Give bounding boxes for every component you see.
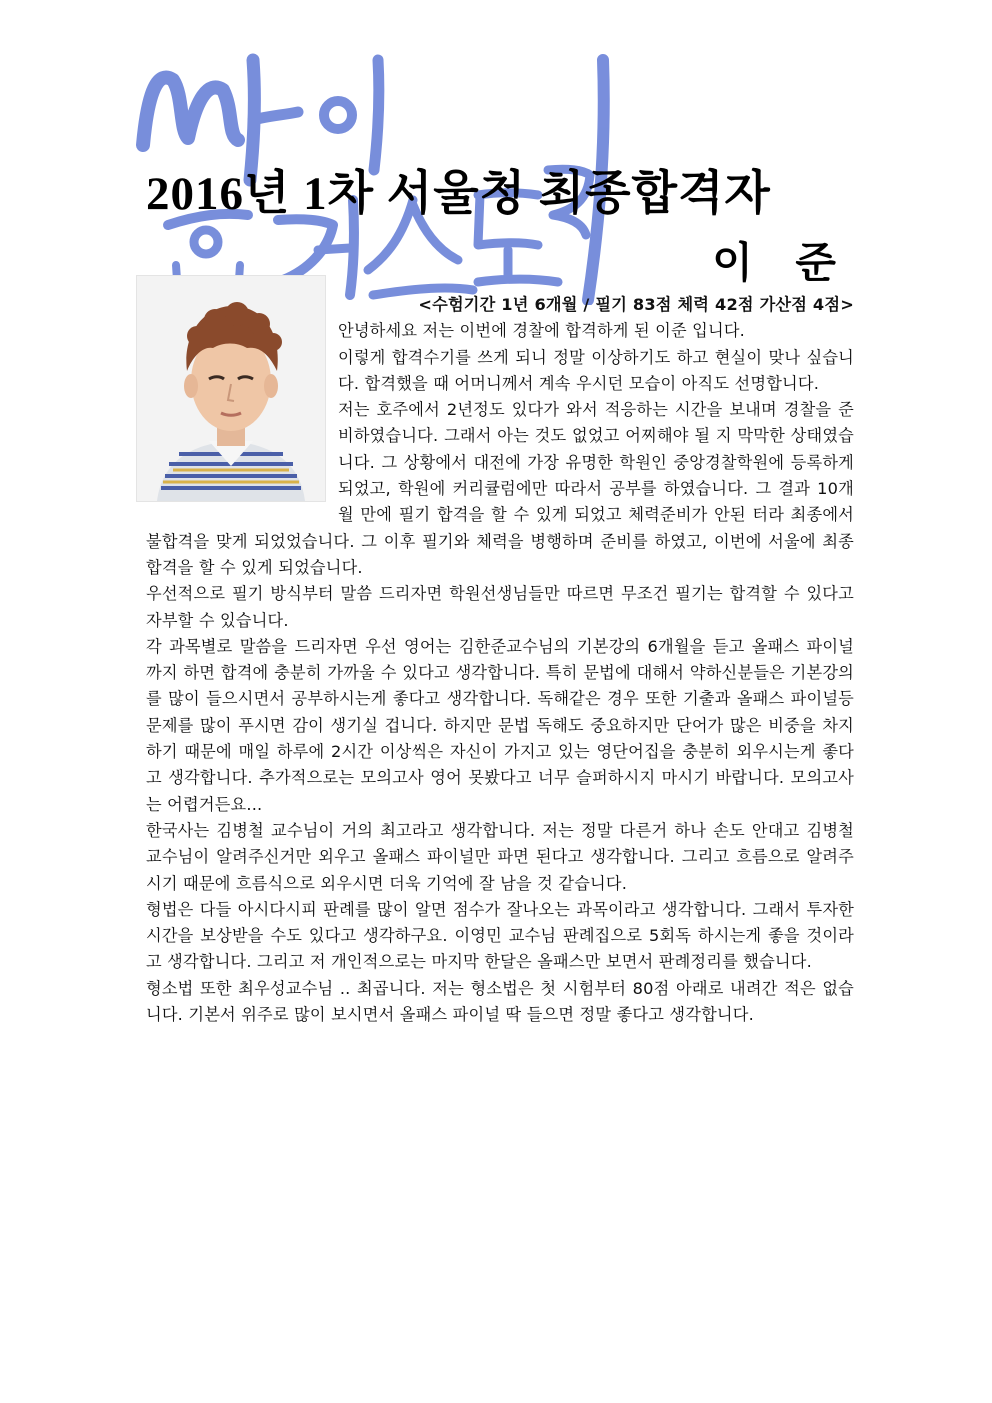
paragraph: 한국사는 김병철 교수님이 거의 최고라고 생각합니다. 저는 정말 다른거 하나 손도 안대고 김병철 교수님이 알려주신거만 외우고 올패스 파이널만 파면 된다고 생각합니다. 그리고 흐름으로 알려주시기 때문에 흐름식으로 외우시면 더욱 기억에 잘 남을 것 같습니다.: [146, 820, 854, 893]
paragraph: 각 과목별로 말씀을 드리자면 우선 영어는 김한준교수님의 기본강의 6개월을 듣고 올패스 파이널 까지 하면 합격에 충분히 가까울 수 있다고 생각합니다. 특히 문법에 대해서 약하신분들은 기본강의를 많이 들으시면서 공부하시는게 좋다고 생각합니다. 독해같은 경우 또한 기출과 올패스 파이널등 문제를 많이 푸시면 감이 생기실 겁니다. 하지만 문법 독해도 중요하지만 단어가 많은 비중을 차지하기 때문에 매일 하루에 2시간 이상씩은 자신이 가지고 있는 영단어집을 충분히 외우시는게 좋다고 생각합니다. 추가적으로는 모의고사 영어 못봤다고 너무 슬퍼하시지 마시기 바랍니다. 모의고사는 어렵거든요...: [146, 636, 854, 814]
page-title: 2016년 1차 서울청 최종합격자: [146, 168, 771, 220]
author-name: 이 준: [712, 238, 850, 287]
exam-info: <수험기간 1년 6개월 / 필기 83점 체력 42점 가산점 4점>: [418, 295, 854, 314]
article-body: [146, 292, 854, 1028]
photo-wrap-spacer: [146, 275, 338, 515]
paragraph: 우선적으로 필기 방식부터 말씀 드리자면 학원선생님들만 따르면 무조건 필기는 합격할 수 있다고 자부할 수 있습니다.: [146, 584, 854, 630]
paragraph: 안녕하세요 저는 이번에 경찰에 합격하게 된 이준 입니다.: [338, 321, 746, 341]
paragraph: 이렇게 합격수기를 쓰게 되니 정말 이상하기도 하고 현실이 맞나 싶습니다. 합격했을 때 어머니께서 계속 우시던 모습이 아직도 선명합니다.: [338, 347, 854, 393]
paragraph: 저는 호주에서 2년정도 있다가 와서 적응하는 시간을 보내며 경찰을 준비하였습니다. 그래서 아는 것도 없었고 어찌해야 될 지 막막한 상태였습니다. 그 상황에서 대전에 가장 유명한 학원인 중앙경찰학원에 등록하게 되었고, 학원에 커리큘럼에만 따라서 공부를 하였습니다. 그 결과 10개월 만에 필기 합격을 할 수 있게 되었고 체력준비가 안된 터라 최종에서 불합격을 맞게 되었었습니다. 그 이후 필기와 체력을 병행하며 준비를 하였고, 이번에 서울에 최종 합격을 할 수 있게 되었습니다.: [146, 400, 854, 577]
paragraph: 형법은 다들 아시다시피 판례를 많이 알면 점수가 잘나오는 과목이라고 생각합니다. 그래서 투자한 시간을 보상받을 수도 있다고 생각하구요. 이영민 교수님 판례집으로 5회독 하시는게 좋을 것이라고 생각합니다. 그리고 저 개인적으로는 마지막 한달은 올패스만 보면서 판례정리를 했습니다.: [146, 899, 854, 972]
paragraph: 형소법 또한 최우성교수님 .. 최곱니다. 저는 형소법은 첫 시험부터 80점 아래로 내려간 적은 없습니다. 기본서 위주로 많이 보시면서 올패스 파이널 딱 들으면 정말 좋다고 생각합니다.: [146, 978, 854, 1025]
